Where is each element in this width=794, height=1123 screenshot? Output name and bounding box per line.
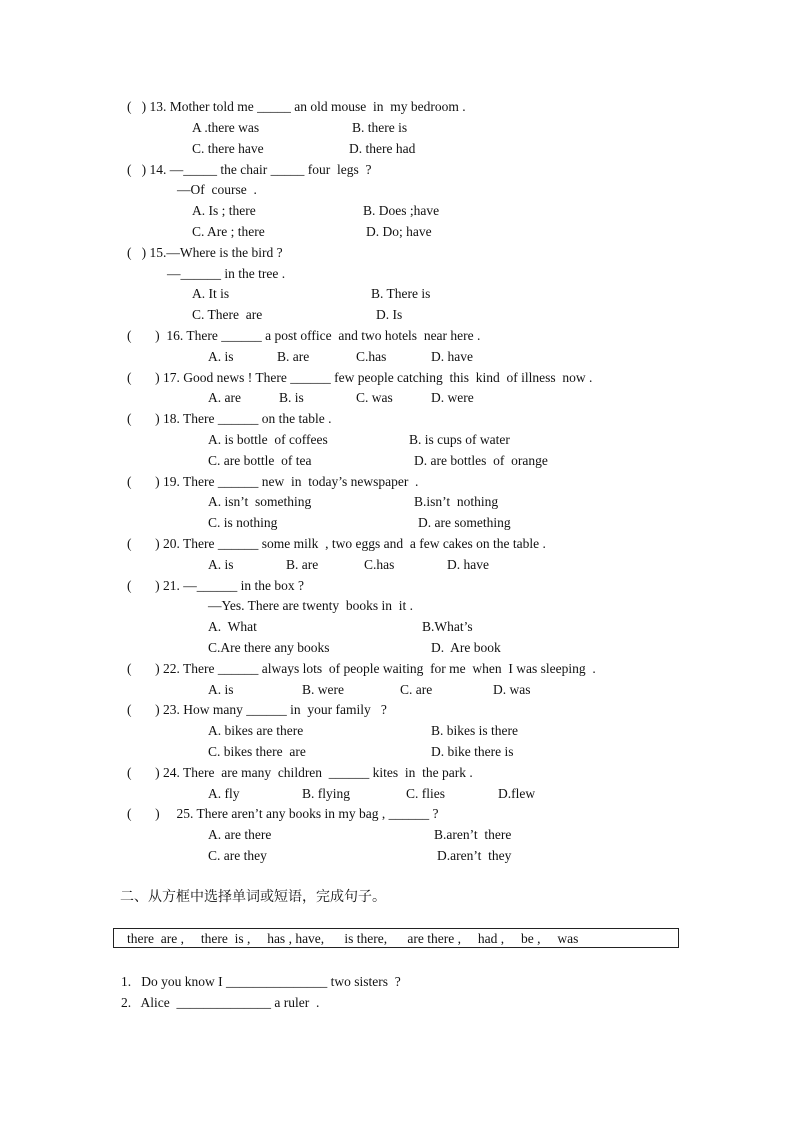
- question-22-option-a: A. is: [208, 682, 234, 697]
- question-24-option-b: B. flying: [302, 786, 351, 801]
- question-18-option-d: D. are bottles of orange: [414, 453, 548, 468]
- question-21-prompt: ( ) 21. —______ in the box ?: [127, 578, 304, 593]
- question-22-option-c: C. are: [400, 682, 433, 697]
- question-19-option-c: C. is nothing: [208, 515, 278, 530]
- question-24-option-a: A. fly: [208, 786, 240, 801]
- question-15-option-c: C. There are: [192, 307, 263, 322]
- question-19-option-d: D. are something: [418, 515, 511, 530]
- question-19-option-a: A. isn’t something: [208, 494, 312, 509]
- question-14-prompt: ( ) 14. —_____ the chair _____ four legs ?: [127, 162, 372, 177]
- question-16-option-d: D. have: [431, 349, 473, 364]
- question-25-option-d: D.aren’t they: [437, 848, 512, 863]
- question-18-option-b: B. is cups of water: [409, 432, 510, 447]
- question-20-option-d: D. have: [447, 557, 489, 572]
- question-18-option-a: A. is bottle of coffees: [208, 432, 328, 447]
- question-17-option-a: A. are: [208, 390, 241, 405]
- question-17-option-b: B. is: [279, 390, 304, 405]
- question-21-answer-line: —Yes. There are twenty books in it .: [208, 598, 413, 613]
- question-13-option-d: D. there had: [349, 141, 416, 156]
- question-21-option-a: A. What: [208, 619, 257, 634]
- question-25-option-c: C. are they: [208, 848, 267, 863]
- question-14-option-a: A. Is ; there: [192, 203, 256, 218]
- section-2-heading: 二、从方框中选择单词或短语，完成句子。: [120, 889, 386, 905]
- question-15-option-a: A. It is: [192, 286, 230, 301]
- question-23-option-b: B. bikes is there: [431, 723, 518, 738]
- question-22-option-b: B. were: [302, 682, 344, 697]
- question-23-option-a: A. bikes are there: [208, 723, 304, 738]
- question-14-answer-line: —Of course .: [177, 182, 257, 197]
- question-25-option-b: B.aren’t there: [434, 827, 512, 842]
- question-25-option-a: A. are there: [208, 827, 272, 842]
- question-17-prompt: ( ) 17. Good news ! There ______ few people catching this kind of illness now .: [127, 370, 593, 385]
- question-25-prompt: ( ) 25. There aren’t any books in my bag , ______ ?: [127, 806, 439, 821]
- word-box: [113, 928, 679, 948]
- word-box-text: there are , there is , has , have, is there, are there , had , be , was: [127, 931, 579, 946]
- question-13-option-a: A .there was: [192, 120, 260, 135]
- question-15-option-d: D. Is: [376, 307, 403, 322]
- question-22-option-d: D. was: [493, 682, 531, 697]
- question-16-option-b: B. are: [277, 349, 310, 364]
- question-18-option-c: C. are bottle of tea: [208, 453, 312, 468]
- question-13-prompt: ( ) 13. Mother told me _____ an old mouse in my bedroom .: [127, 99, 466, 114]
- question-14-option-c: C. Are ; there: [192, 224, 265, 239]
- question-15-option-b: B. There is: [371, 286, 431, 301]
- question-20-prompt: ( ) 20. There ______ some milk , two eggs and a few cakes on the table .: [127, 536, 546, 551]
- question-17-option-d: D. were: [431, 390, 474, 405]
- question-20-option-a: A. is: [208, 557, 234, 572]
- question-19-prompt: ( ) 19. There ______ new in today’s newspaper .: [127, 474, 419, 489]
- question-13-option-c: C. there have: [192, 141, 264, 156]
- question-24-option-d: D.flew: [498, 786, 536, 801]
- question-23-prompt: ( ) 23. How many ______ in your family ?: [127, 702, 387, 717]
- question-14-option-d: D. Do; have: [366, 224, 432, 239]
- question-22-prompt: ( ) 22. There ______ always lots of people waiting for me when I was sleeping .: [127, 661, 596, 676]
- question-23-option-c: C. bikes there are: [208, 744, 306, 759]
- question-16-option-c: C.has: [356, 349, 387, 364]
- fill-sentence-2: 2. Alice ______________ a ruler .: [121, 995, 320, 1010]
- question-21-option-d: D. Are book: [431, 640, 501, 655]
- question-17-option-c: C. was: [356, 390, 393, 405]
- question-24-option-c: C. flies: [406, 786, 445, 801]
- question-13-option-b: B. there is: [352, 120, 408, 135]
- question-21-option-c: C.Are there any books: [208, 640, 330, 655]
- question-16-prompt: ( ) 16. There ______ a post office and two hotels near here .: [127, 328, 481, 343]
- question-15-answer-line: —______ in the tree .: [167, 266, 286, 281]
- question-20-option-c: C.has: [364, 557, 395, 572]
- question-21-option-b: B.What’s: [422, 619, 473, 634]
- question-18-prompt: ( ) 18. There ______ on the table .: [127, 411, 332, 426]
- question-23-option-d: D. bike there is: [431, 744, 514, 759]
- fill-sentence-1: 1. Do you know I _______________ two sisters ?: [121, 974, 401, 989]
- question-14-option-b: B. Does ;have: [363, 203, 440, 218]
- question-19-option-b: B.isn’t nothing: [414, 494, 499, 509]
- question-16-option-a: A. is: [208, 349, 234, 364]
- question-20-option-b: B. are: [286, 557, 319, 572]
- question-24-prompt: ( ) 24. There are many children ______ kites in the park .: [127, 765, 473, 780]
- question-15-prompt: ( ) 15.—Where is the bird ?: [127, 245, 283, 260]
